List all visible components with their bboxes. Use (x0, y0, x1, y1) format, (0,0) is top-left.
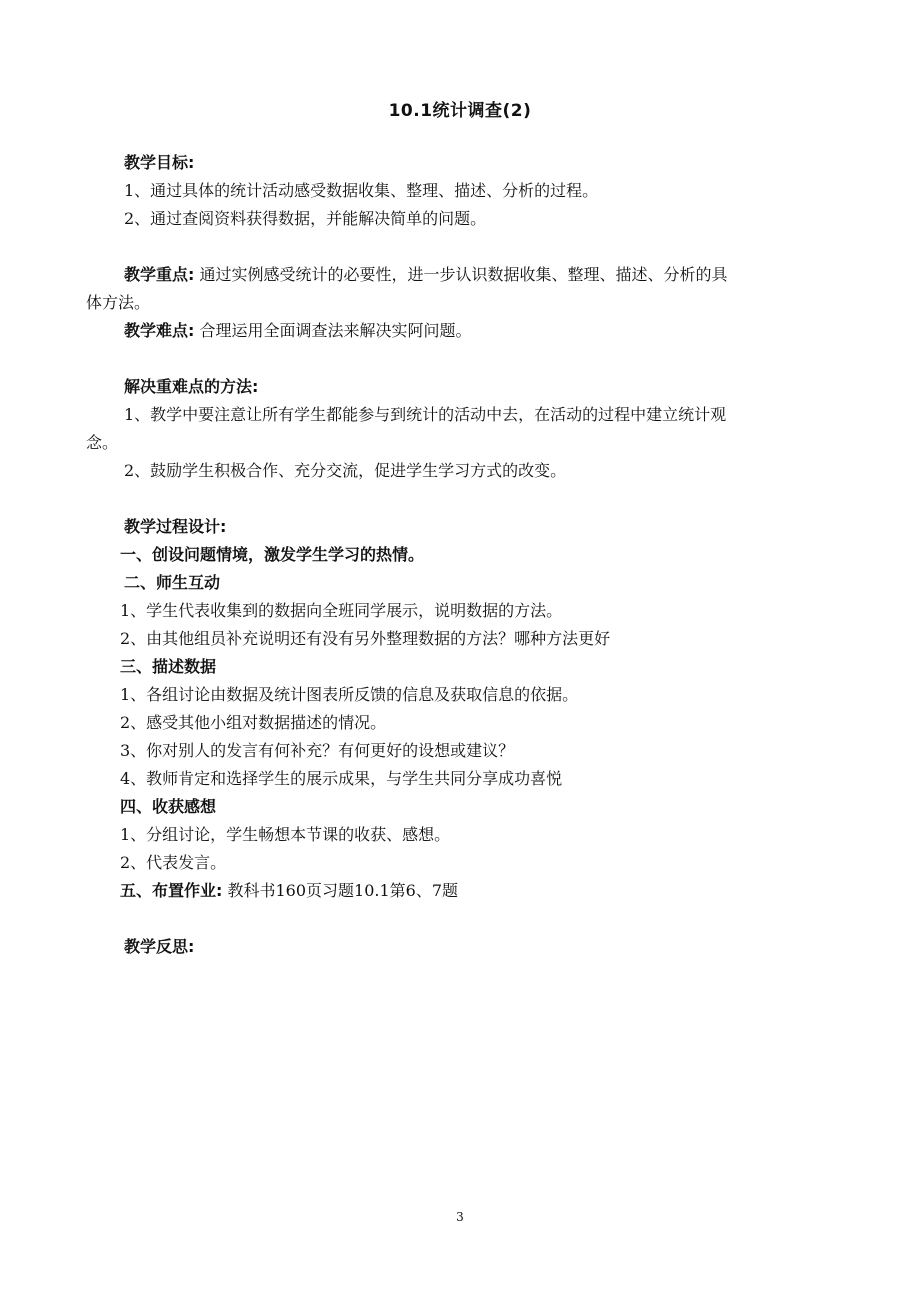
difficulty-label: 教学难点: (124, 321, 195, 340)
process-heading: 教学过程设计: (124, 517, 227, 536)
objective-item: 1、通过具体的统计活动感受数据收集、整理、描述、分析的过程。 (124, 181, 599, 200)
list-item: 1、学生代表收集到的数据向全班同学展示，说明数据的方法。 (120, 601, 563, 620)
difficulty-line (124, 321, 472, 341)
objective-item: 2、通过查阅资料获得数据，并能解决简单的问题。 (124, 209, 487, 228)
page-number: 3 (456, 1210, 464, 1224)
homework-line (120, 881, 458, 901)
key-points-line (124, 265, 728, 285)
methods-heading: 解决重难点的方法: (124, 377, 259, 396)
difficulty-text: 合理运用全面调查法来解决实阿问题。 (199, 321, 472, 340)
method-item: 1、教学中要注意让所有学生都能参与到统计的活动中去，在活动的过程中建立统计观 (124, 405, 727, 424)
page-title: 10.1统计调查(2) (388, 101, 532, 121)
key-points-continuation: 体方法。 (86, 293, 151, 312)
list-item: 1、各组讨论由数据及统计图表所反馈的信息及获取信息的依据。 (120, 685, 579, 704)
list-item: 3、你对别人的发言有何补充？有何更好的设想或建议？ (120, 741, 515, 760)
key-points-label: 教学重点: (124, 265, 195, 284)
method-item-continuation: 念。 (86, 433, 119, 452)
homework-text: 教科书160页习题10.1第6、7题 (227, 881, 459, 900)
section-heading: 四、收获感想 (120, 797, 217, 816)
reflection-heading: 教学反思: (124, 937, 195, 956)
list-item: 1、分组讨论，学生畅想本节课的收获、感想。 (120, 825, 451, 844)
section-heading: 二、师生互动 (124, 573, 221, 592)
list-item: 4、教师肯定和选择学生的展示成果，与学生共同分享成功喜悦 (120, 769, 563, 788)
list-item: 2、感受其他小组对数据描述的情况。 (120, 713, 387, 732)
section-heading: 一、创设问题情境，激发学生学习的热情。 (120, 545, 425, 564)
list-item: 2、由其他组员补充说明还有没有另外整理数据的方法？哪种方法更好 (120, 629, 611, 648)
method-item: 2、鼓励学生积极合作、充分交流，促进学生学习方式的改变。 (124, 461, 567, 480)
objectives-heading: 教学目标: (124, 153, 195, 172)
homework-label: 五、布置作业: (120, 881, 223, 900)
list-item: 2、代表发言。 (120, 853, 227, 872)
section-heading: 三、描述数据 (120, 657, 217, 676)
key-points-text: 通过实例感受统计的必要性，进一步认识数据收集、整理、描述、分析的具 (199, 265, 728, 284)
